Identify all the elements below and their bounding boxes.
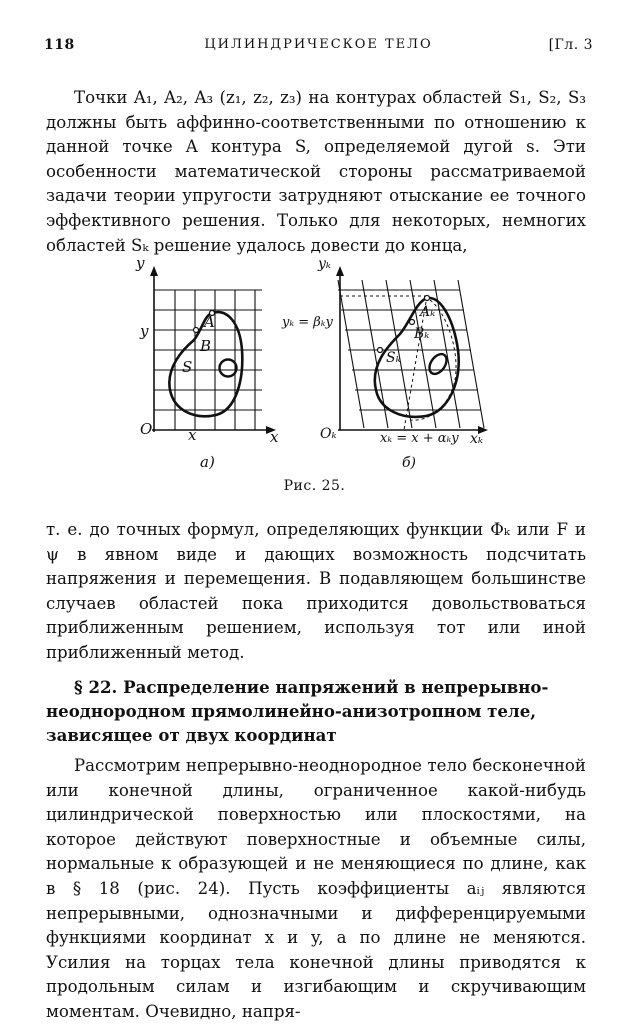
- point-sk: [378, 348, 383, 353]
- point-ak: [425, 296, 430, 301]
- label-point-bk: Bₖ: [414, 326, 430, 342]
- point-bk: [410, 320, 415, 325]
- label-y-axis-a: y: [136, 254, 145, 272]
- label-x-axis-b: xₖ: [470, 431, 484, 447]
- paragraph-continuation: [46, 518, 586, 666]
- hole-b: [426, 351, 450, 377]
- section-heading: § 22. Распределение напряжений в непрерывно-неоднородном прямолинейно-анизотропном теле, зависящее от двух координат: [46, 677, 549, 745]
- label-eq-x: xₖ = x + αₖy: [380, 431, 459, 446]
- label-point-b: B: [200, 337, 212, 355]
- running-title: ЦИЛИНДРИЧЕСКОЕ ТЕЛО: [204, 37, 433, 52]
- label-region-s: S: [182, 358, 193, 376]
- diagram-b: [336, 266, 488, 434]
- grid-a: [154, 290, 262, 430]
- paragraph-text: Рассмотрим непрерывно-неоднородное тело бесконечной или конечной длины, ограниченное какой-нибудь цилиндрической поверхностью или плоскостями, на которое действуют поверхностные и объемные силы, нормальные к образующей и не меняющиеся по длине, как в § 18 (рис. 24). Пусть коэффициенты aᵢⱼ являются непрерывными, однозначными и дифференцируемыми функциями координат x и y, а по длине не меняются. Усилия на торцах тела конечной длины приводятся к продольным силам и изгибающим и скручивающим моментам. Очевидно, напря-: [46, 756, 586, 1021]
- diagram-a: [150, 266, 276, 434]
- figure-caption: Рис. 25.: [283, 478, 346, 494]
- page-header: [44, 37, 593, 59]
- chapter-label: [Гл. 3: [548, 37, 593, 53]
- label-x-axis-a: x: [270, 428, 279, 446]
- label-subfig-a: а): [200, 453, 215, 471]
- label-point-a: A: [204, 313, 215, 331]
- paragraph-section-body: [46, 754, 586, 1025]
- paragraph-text: т. е. до точных формул, определяющих функции Φₖ или F и ψ в явном виде и дающих возможность подсчитать напряжения и перемещения. В подавляющем большинстве случаев областей пока приходится довольствоваться приближенным решением, используя тот или иной приближенный метод.: [46, 520, 586, 662]
- label-region-sk: Sₖ: [386, 350, 401, 366]
- hole-a: [220, 360, 237, 377]
- label-origin-a: O: [140, 420, 153, 438]
- point-b: [194, 328, 199, 333]
- page-number: 118: [44, 37, 75, 53]
- label-point-ak: Aₖ: [420, 304, 436, 320]
- label-origin-b: Oₖ: [320, 426, 337, 442]
- paragraph-text: Точки A₁, A₂, A₃ (z₁, z₂, z₃) на контурах областей S₁, S₂, S₃ должны быть аффинно-соответственными по отношению к данной точке A контура S, определяемой дугой s. Эти особенности математической стороны рассматриваемой задачи теории упругости затрудняют отыскание ее точного эффективного решения. Только для некоторых, немногих областей Sₖ решение удалось довести до конца,: [46, 88, 586, 255]
- label-subfig-b: б): [402, 455, 417, 471]
- figure-diagrams: [120, 250, 500, 475]
- label-x-tick-a: x: [188, 426, 197, 444]
- label-y-tick-a: y: [140, 322, 149, 340]
- grid-b: [338, 280, 484, 428]
- figure-25: [120, 250, 500, 500]
- label-y-axis-b: yₖ: [318, 256, 332, 272]
- paragraph-intro: [46, 86, 586, 258]
- label-eq-y: yₖ = βₖy: [282, 315, 333, 330]
